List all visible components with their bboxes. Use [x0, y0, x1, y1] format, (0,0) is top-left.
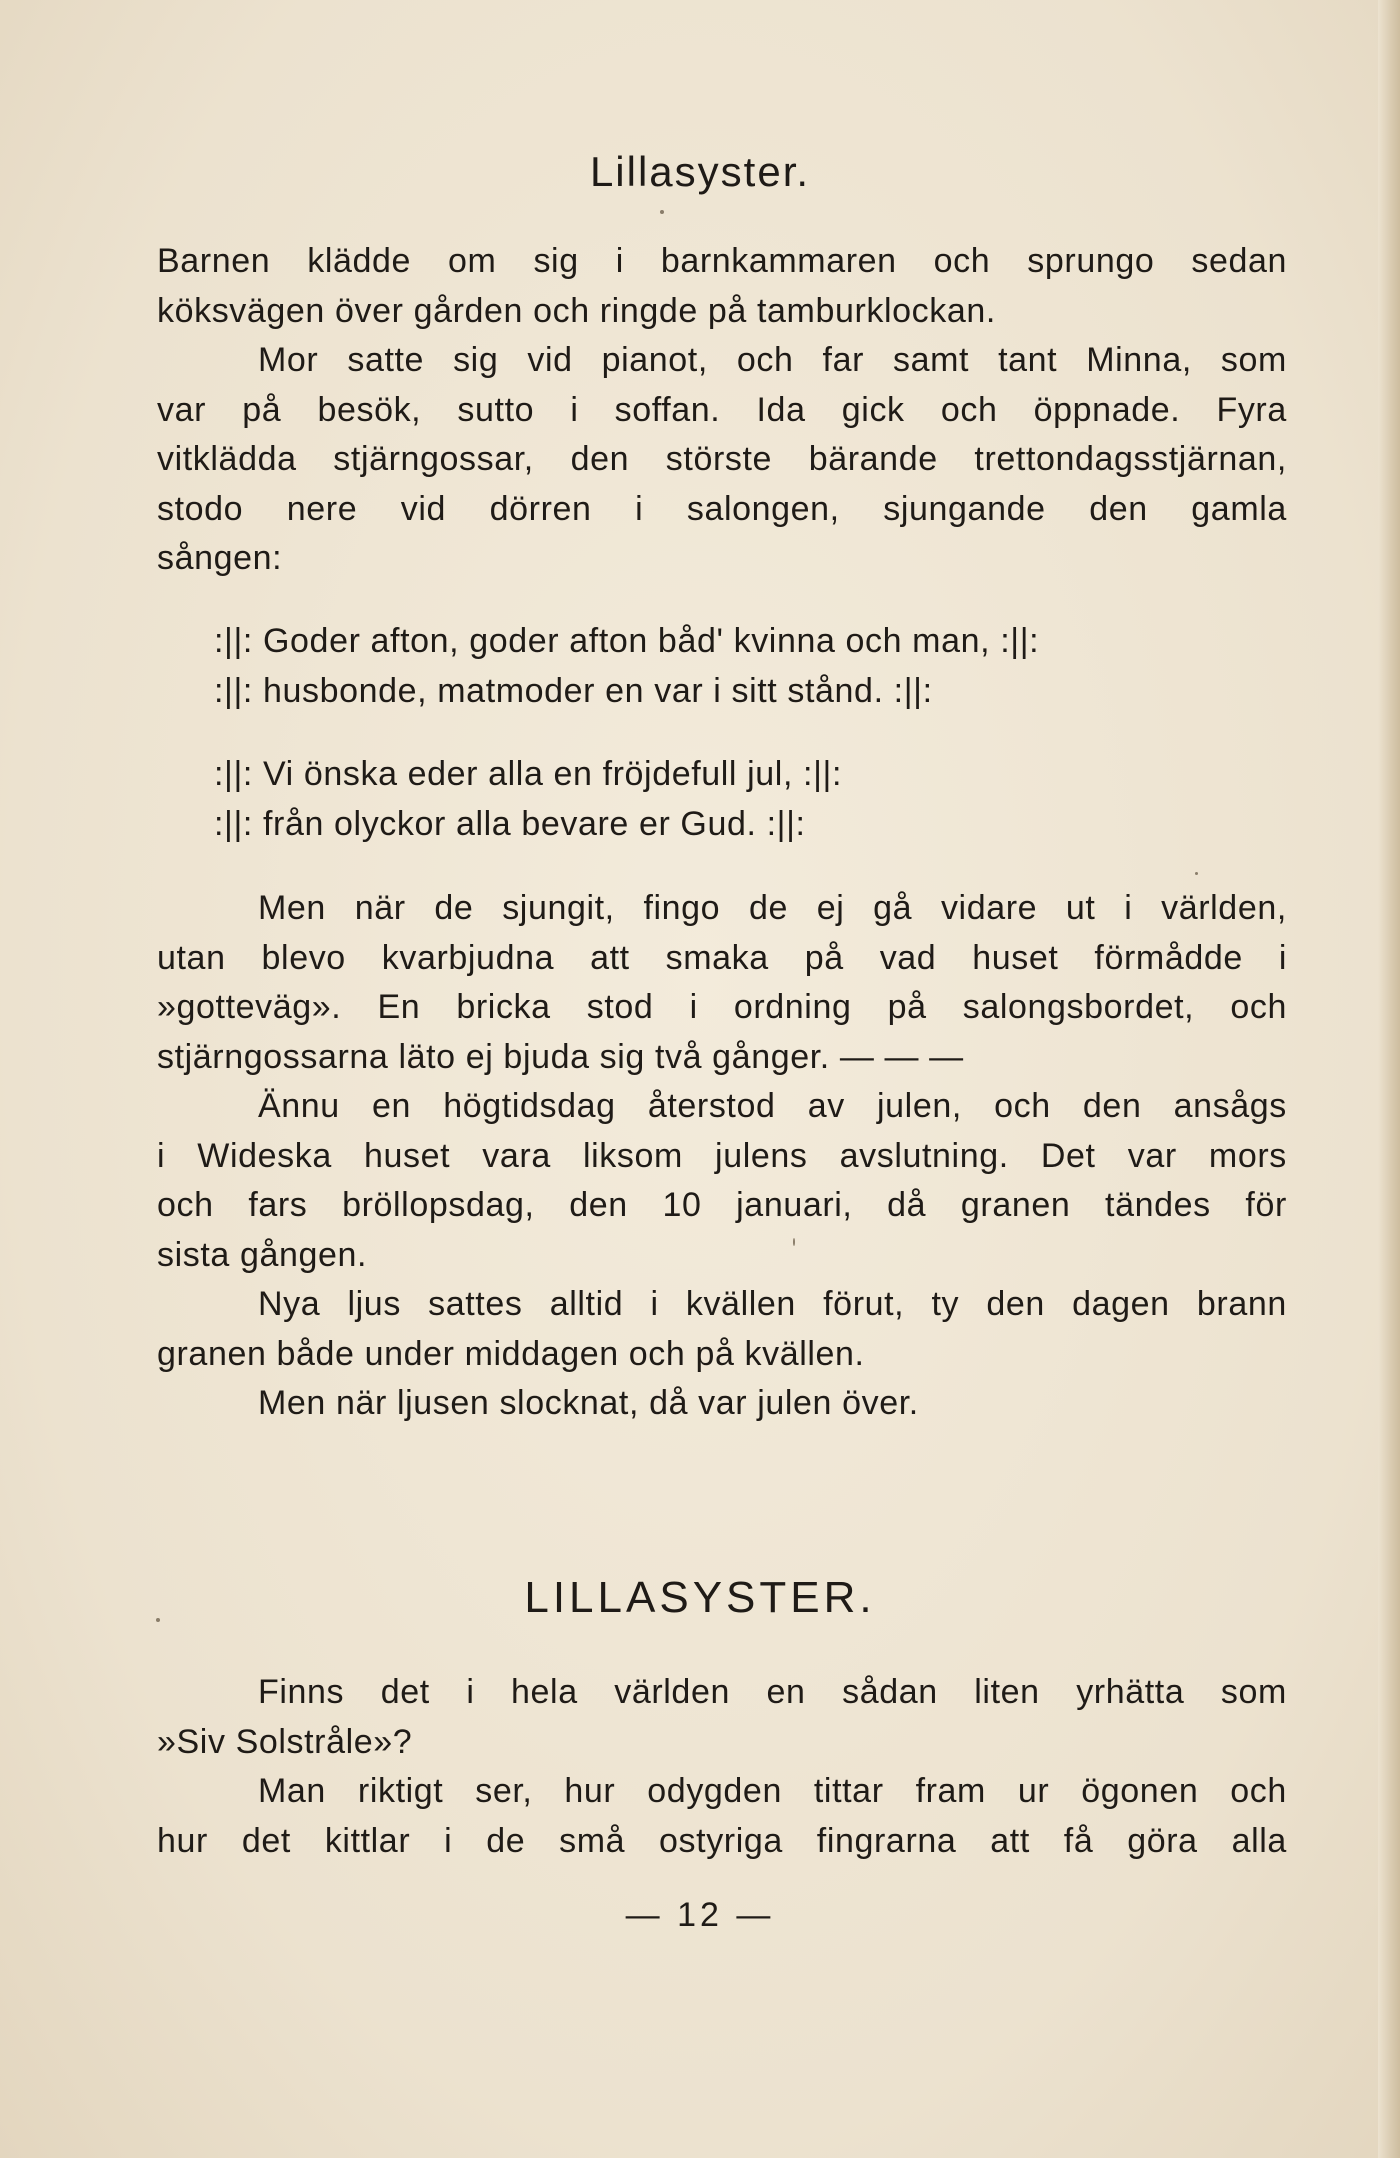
- word: ordning: [733, 988, 852, 1026]
- word: »gotteväg».: [157, 988, 342, 1026]
- word: öppnade.: [1033, 390, 1181, 429]
- word: far: [822, 341, 865, 379]
- word: om: [448, 242, 497, 280]
- word: hur: [564, 1772, 616, 1810]
- word: de: [434, 889, 474, 927]
- text-line: sången:: [157, 539, 283, 577]
- word: som: [1220, 1673, 1287, 1711]
- text-line: köksvägen över gården och ringde på tamburklockan.: [157, 291, 996, 330]
- word: och: [1230, 988, 1287, 1026]
- text-line: [157, 884, 1287, 934]
- word: kvällen: [685, 1285, 796, 1323]
- word: Barnen: [157, 242, 271, 280]
- paper-speck: [1195, 872, 1198, 875]
- page-edge: [1378, 0, 1400, 2158]
- verse-line: :||: Goder afton, goder afton båd' kvinna och man, :||:: [214, 622, 1040, 660]
- word: julens: [715, 1136, 808, 1175]
- word: störste: [665, 440, 773, 478]
- word: Men: [258, 889, 326, 927]
- word: då: [887, 1186, 927, 1224]
- word: En: [377, 988, 421, 1026]
- verse-line: :||: Vi önska eder alla en fröjdefull jul, :||:: [214, 755, 842, 793]
- word: i: [444, 1821, 453, 1860]
- word: alla: [1231, 1821, 1287, 1860]
- word: satte: [347, 341, 425, 379]
- word: Ännu: [258, 1087, 340, 1125]
- word: alltid: [549, 1285, 624, 1323]
- word: återstod: [647, 1087, 776, 1125]
- paragraph-6: [157, 1379, 1287, 1429]
- word: sådan: [842, 1673, 938, 1711]
- word: ur: [1017, 1772, 1050, 1810]
- word: huset: [363, 1136, 451, 1175]
- word: yrhätta: [1076, 1673, 1185, 1711]
- word: odygden: [647, 1772, 782, 1810]
- word: vidare: [940, 889, 1038, 927]
- verse-2: [214, 750, 842, 849]
- word: det: [380, 1673, 430, 1711]
- word: avslutning.: [839, 1136, 1009, 1175]
- word: salongsbordet,: [962, 988, 1195, 1026]
- text-line: [157, 1280, 1287, 1330]
- word: nere: [286, 489, 358, 528]
- word: ser,: [475, 1772, 533, 1810]
- word: i: [615, 242, 624, 280]
- section-title: LILLASYSTER.: [524, 1573, 876, 1622]
- word: det: [241, 1821, 291, 1860]
- word: 10: [662, 1186, 702, 1224]
- word: ej: [816, 889, 845, 927]
- paragraph-5: [157, 1280, 1287, 1379]
- text-line: [157, 1668, 1287, 1718]
- word: gå: [873, 889, 913, 927]
- word: i: [1278, 938, 1287, 977]
- text-line: granen både under middagen och på kvällen.: [157, 1334, 865, 1373]
- word: utan: [157, 938, 226, 977]
- word: Wideska: [197, 1136, 332, 1175]
- word: salongen,: [686, 489, 840, 528]
- word: Det: [1040, 1136, 1096, 1175]
- word: och: [157, 1186, 214, 1224]
- word: granen: [960, 1186, 1071, 1224]
- word: sattes: [428, 1285, 523, 1323]
- word: vid: [527, 341, 573, 379]
- text-line: [157, 1082, 1287, 1132]
- word: i: [157, 1136, 166, 1175]
- word: att: [990, 1821, 1030, 1860]
- word: stod: [586, 988, 654, 1026]
- word: soffan.: [614, 390, 721, 429]
- word: Mor: [258, 341, 319, 379]
- word: kvarbjudna: [381, 938, 555, 977]
- word: smaka: [665, 938, 769, 977]
- word: var: [157, 390, 207, 429]
- word: vitklädda: [157, 440, 297, 478]
- word: Finns: [258, 1673, 345, 1711]
- word: trettondagsstjärnan,: [974, 440, 1287, 478]
- word: Minna,: [1086, 341, 1192, 379]
- word: för: [1245, 1186, 1287, 1224]
- word: tittar: [813, 1772, 884, 1810]
- word: fram: [915, 1772, 986, 1810]
- word: liksom: [582, 1136, 683, 1175]
- word: vara: [482, 1136, 551, 1175]
- word: som: [1220, 341, 1287, 379]
- word: förmådde: [1094, 938, 1243, 977]
- word: på: [242, 390, 282, 429]
- word: sig: [533, 242, 579, 280]
- word: stjärngossar,: [333, 440, 534, 478]
- text-line: [157, 1181, 1287, 1231]
- word: mors: [1208, 1136, 1287, 1175]
- word: att: [590, 938, 630, 977]
- word: brann: [1196, 1285, 1287, 1323]
- paragraph-2: [157, 336, 1287, 584]
- word: den: [569, 1186, 628, 1224]
- word: gamla: [1191, 489, 1287, 528]
- word: sjungande: [883, 489, 1046, 528]
- text-line: [157, 1817, 1287, 1867]
- paragraph-1: [157, 237, 1287, 336]
- page-number: — 12 —: [625, 1896, 775, 1934]
- word: samt: [893, 341, 970, 379]
- word: ansågs: [1173, 1087, 1287, 1125]
- word: högtidsdag: [443, 1087, 616, 1125]
- word: fingrarna: [816, 1821, 957, 1860]
- word: vid: [400, 489, 447, 528]
- word: den: [986, 1285, 1045, 1323]
- word: ostyriga: [659, 1821, 783, 1860]
- text-line: [157, 485, 1287, 535]
- verse-1: [214, 617, 1039, 716]
- word: sprungo: [1027, 242, 1155, 280]
- verse-line: :||: husbonde, matmoder en var i sitt stånd. :||:: [214, 671, 933, 710]
- word: kittlar: [324, 1821, 411, 1860]
- word: av: [807, 1087, 845, 1125]
- word: Nya: [258, 1285, 321, 1323]
- text-line: [157, 1767, 1287, 1817]
- word: få: [1063, 1821, 1094, 1860]
- word: januari,: [736, 1186, 853, 1224]
- text-line: sista gången.: [157, 1235, 368, 1274]
- word: bärande: [808, 440, 938, 478]
- verse-line: :||: från olyckor alla bevare er Gud. :||:: [214, 804, 806, 843]
- word: och: [736, 341, 794, 379]
- word: den: [1089, 489, 1148, 528]
- word: små: [559, 1821, 626, 1860]
- word: fingo: [643, 889, 721, 927]
- word: i: [466, 1673, 475, 1711]
- word: sig: [453, 341, 499, 379]
- word: på: [887, 988, 927, 1026]
- paragraph-3: [157, 884, 1287, 1082]
- text-line: [157, 237, 1287, 287]
- word: Fyra: [1216, 390, 1287, 429]
- word: i: [570, 390, 579, 429]
- word: sjungit,: [502, 889, 615, 927]
- paragraph-4: [157, 1082, 1287, 1280]
- word: en: [766, 1673, 806, 1711]
- word: sutto: [457, 390, 535, 429]
- word: liten: [974, 1673, 1040, 1711]
- paper-speck: [660, 210, 664, 214]
- paper-speck: [156, 1618, 160, 1622]
- chapter-end-title: Lillasyster.: [589, 148, 811, 195]
- word: på: [804, 938, 844, 977]
- word: var: [1127, 1136, 1177, 1175]
- word: pianot,: [601, 341, 708, 379]
- word: de: [486, 1821, 526, 1860]
- word: riktigt: [357, 1772, 444, 1810]
- word: världen,: [1161, 889, 1287, 927]
- word: ty: [931, 1285, 960, 1323]
- word: Ida: [756, 390, 806, 429]
- text-line: [157, 386, 1287, 436]
- word: tändes: [1105, 1186, 1211, 1224]
- paragraph-8: [157, 1767, 1287, 1866]
- text-line: [157, 435, 1287, 485]
- word: och: [1230, 1772, 1287, 1810]
- word: i: [635, 489, 644, 528]
- word: hela: [511, 1673, 578, 1711]
- word: huset: [972, 938, 1059, 977]
- word: göra: [1127, 1821, 1198, 1860]
- word: ljus: [347, 1285, 401, 1323]
- word: ögonen: [1081, 1772, 1199, 1810]
- word: barnkammaren: [660, 242, 897, 280]
- word: de: [748, 889, 788, 927]
- word: gick: [841, 390, 905, 429]
- text-line: [157, 1132, 1287, 1182]
- text-line: »Siv Solstråle»?: [157, 1722, 413, 1761]
- text-line: Men när ljusen slocknat, då var julen över.: [258, 1384, 919, 1422]
- word: besök,: [317, 390, 422, 429]
- word: Man: [258, 1772, 326, 1810]
- word: julen,: [877, 1087, 962, 1125]
- word: vad: [879, 938, 937, 977]
- text-line: [157, 934, 1287, 984]
- word: hur: [157, 1821, 208, 1860]
- word: och: [940, 390, 998, 429]
- word: stodo: [157, 489, 244, 528]
- word: i: [1124, 889, 1133, 927]
- word: klädde: [307, 242, 412, 280]
- word: världen: [614, 1673, 730, 1711]
- text-line: stjärngossarna läto ej bjuda sig två gånger. — — —: [157, 1037, 964, 1076]
- word: den: [570, 440, 630, 478]
- word: bröllopsdag,: [342, 1186, 535, 1224]
- word: blevo: [261, 938, 346, 977]
- word: fars: [248, 1186, 308, 1224]
- word: den: [1082, 1087, 1142, 1125]
- word: ut: [1065, 889, 1096, 927]
- paper-speck: [793, 1238, 795, 1246]
- word: en: [372, 1087, 412, 1125]
- word: tant: [998, 341, 1058, 379]
- text-line: [157, 983, 1287, 1033]
- word: dagen: [1072, 1285, 1170, 1323]
- word: sedan: [1191, 242, 1287, 280]
- word: och: [933, 242, 991, 280]
- word: dörren: [489, 489, 592, 528]
- paragraph-7: [157, 1668, 1287, 1767]
- word: i: [650, 1285, 659, 1323]
- word: bricka: [456, 988, 551, 1026]
- word: och: [994, 1087, 1051, 1125]
- word: i: [689, 988, 698, 1026]
- word: förut,: [823, 1285, 905, 1323]
- text-line: [157, 336, 1287, 386]
- word: när: [354, 889, 406, 927]
